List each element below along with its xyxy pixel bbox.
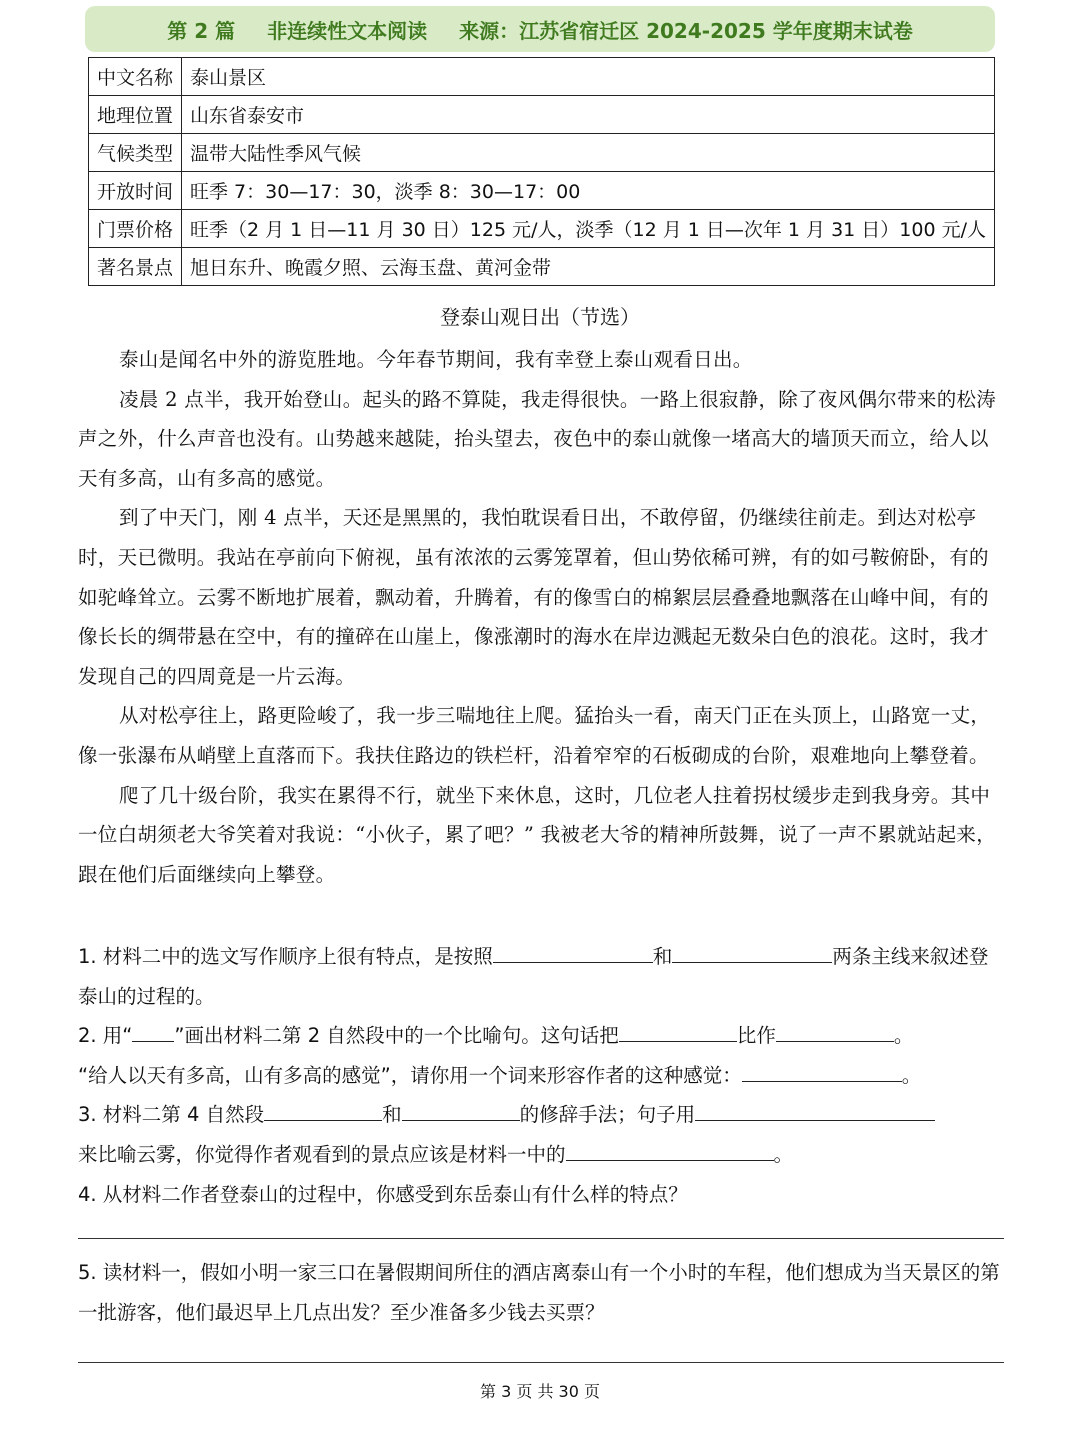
table-row [89,96,995,134]
table-value: 旺季（2 月 1 日—11 月 30 日）125 元/人，淡季（12 月 1 日—次年 1 月 31 日）100 元/人 [182,210,995,248]
table-row [89,134,995,172]
table-key: 著名景点 [89,248,182,286]
table-value: 温带大陆性季风气候 [182,134,995,172]
table-value: 旭日东升、晚霞夕照、云海玉盘、黄河金带 [182,248,995,286]
section-type: 非连续性文本阅读 [267,18,428,43]
answer-blank[interactable] [493,940,653,963]
table-key: 地理位置 [89,96,182,134]
table-row [89,248,995,286]
section-header [85,6,995,52]
article-paragraph: 凌晨 2 点半，我开始登山。起头的路不算陡，我走得很快。一路上很寂静，除了夜风偶尔带来的松涛声之外，什么声音也没有。山势越来越陡，抬头望去，夜色中的泰山就像一堵高大的墙顶天而立，给人以天有多高，山有多高的感觉。 [78,387,997,490]
table-value: 泰山景区 [182,58,995,96]
answer-blank[interactable] [619,1019,737,1042]
answer-blank[interactable] [742,1059,902,1082]
table-value: 旺季 7：30—17：30，淡季 8：30—17：00 [182,172,995,210]
question-2: 2. 用“ ”画出材料二第 2 自然段中的一个比喻句。这句话把 比作 。 “给人以天有多高，山有多高的感觉”，请你用一个词来形容作者的这种感觉： 。 [78,1016,1004,1095]
article-title: 登泰山观日出（节选） [440,305,640,329]
table-value: 山东省泰安市 [182,96,995,134]
question-1: 1. 材料二中的选文写作顺序上很有特点，是按照 和 两条主线来叙述登泰山的过程的。 [78,937,1004,1016]
question-4: 4. 从材料二作者登泰山的过程中，你感受到东岳泰山有什么样的特点？ [78,1182,688,1206]
answer-blank[interactable] [776,1019,894,1042]
answer-blank[interactable] [672,940,832,963]
table-key: 开放时间 [89,172,182,210]
section-number: 第 2 篇 [167,18,236,43]
answer-blank[interactable] [695,1098,935,1121]
page-number: 第 3 页 共 30 页 [480,1382,600,1401]
table-key: 门票价格 [89,210,182,248]
answer-blank[interactable] [132,1019,174,1042]
questions [78,937,1004,1333]
table-key: 气候类型 [89,134,182,172]
table-row [89,172,995,210]
info-table [88,57,995,286]
table-key: 中文名称 [89,58,182,96]
article-paragraph: 到了中天门，刚 4 点半，天还是黑黑的，我怕耽误看日出，不敢停留，仍继续往前走。到达对松亭时，天已微明。我站在亭前向下俯视，虽有浓浓的云雾笼罩着，但山势依稀可辨，有的如弓鞍俯卧，有的如驼峰耸立。云雾不断地扩展着，飘动着，升腾着，有的像雪白的棉絮层层叠叠地飘落在山峰中间，有的像长长的绸带悬在空中，有的撞碎在山崖上，像涨潮时的海水在岸边溅起无数朵白色的浪花。这时，我才发现自己的四周竟是一片云海。 [78,506,989,688]
table-row [89,58,995,96]
section-source: 来源：江苏省宿迁区 2024-2025 学年度期末试卷 [459,18,913,43]
article-paragraph: 从对松亭往上，路更险峻了，我一步三喘地往上爬。猛抬头一看，南天门正在头顶上，山路宽一丈，像一张瀑布从峭壁上直落而下。我扶住路边的铁栏杆，沿着窄窄的石板砌成的台阶，艰难地向上攀登着。 [78,704,991,767]
answer-blank[interactable] [566,1138,774,1161]
answer-blank[interactable] [264,1098,382,1121]
footer-divider [78,1362,1004,1363]
question-5: 5. 读材料一，假如小明一家三口在暑假期间所住的酒店离泰山有一个小时的车程，他们想成为当天景区的第一批游客，他们最迟早上几点出发？至少准备多少钱去买票？ [78,1261,1000,1325]
question-3: 3. 材料二第 4 自然段 和 的修辞手法；句子用 来比喻云雾，你觉得作者观看到的景点应该是材料一中的 。 [78,1095,1004,1174]
answer-line[interactable] [78,1238,1004,1239]
article-body [78,340,1004,894]
answer-blank[interactable] [402,1098,520,1121]
article-paragraph: 爬了几十级台阶，我实在累得不行，就坐下来休息，这时，几位老人拄着拐杖缓步走到我身旁。其中一位白胡须老大爷笑着对我说：“小伙子，累了吧？” 我被老大爷的精神所鼓舞，说了一声不累就站起来，跟在他们后面继续向上攀登。 [78,783,997,886]
article-paragraph: 泰山是闻名中外的游览胜地。今年春节期间，我有幸登上泰山观看日出。 [119,348,753,371]
table-row [89,210,995,248]
